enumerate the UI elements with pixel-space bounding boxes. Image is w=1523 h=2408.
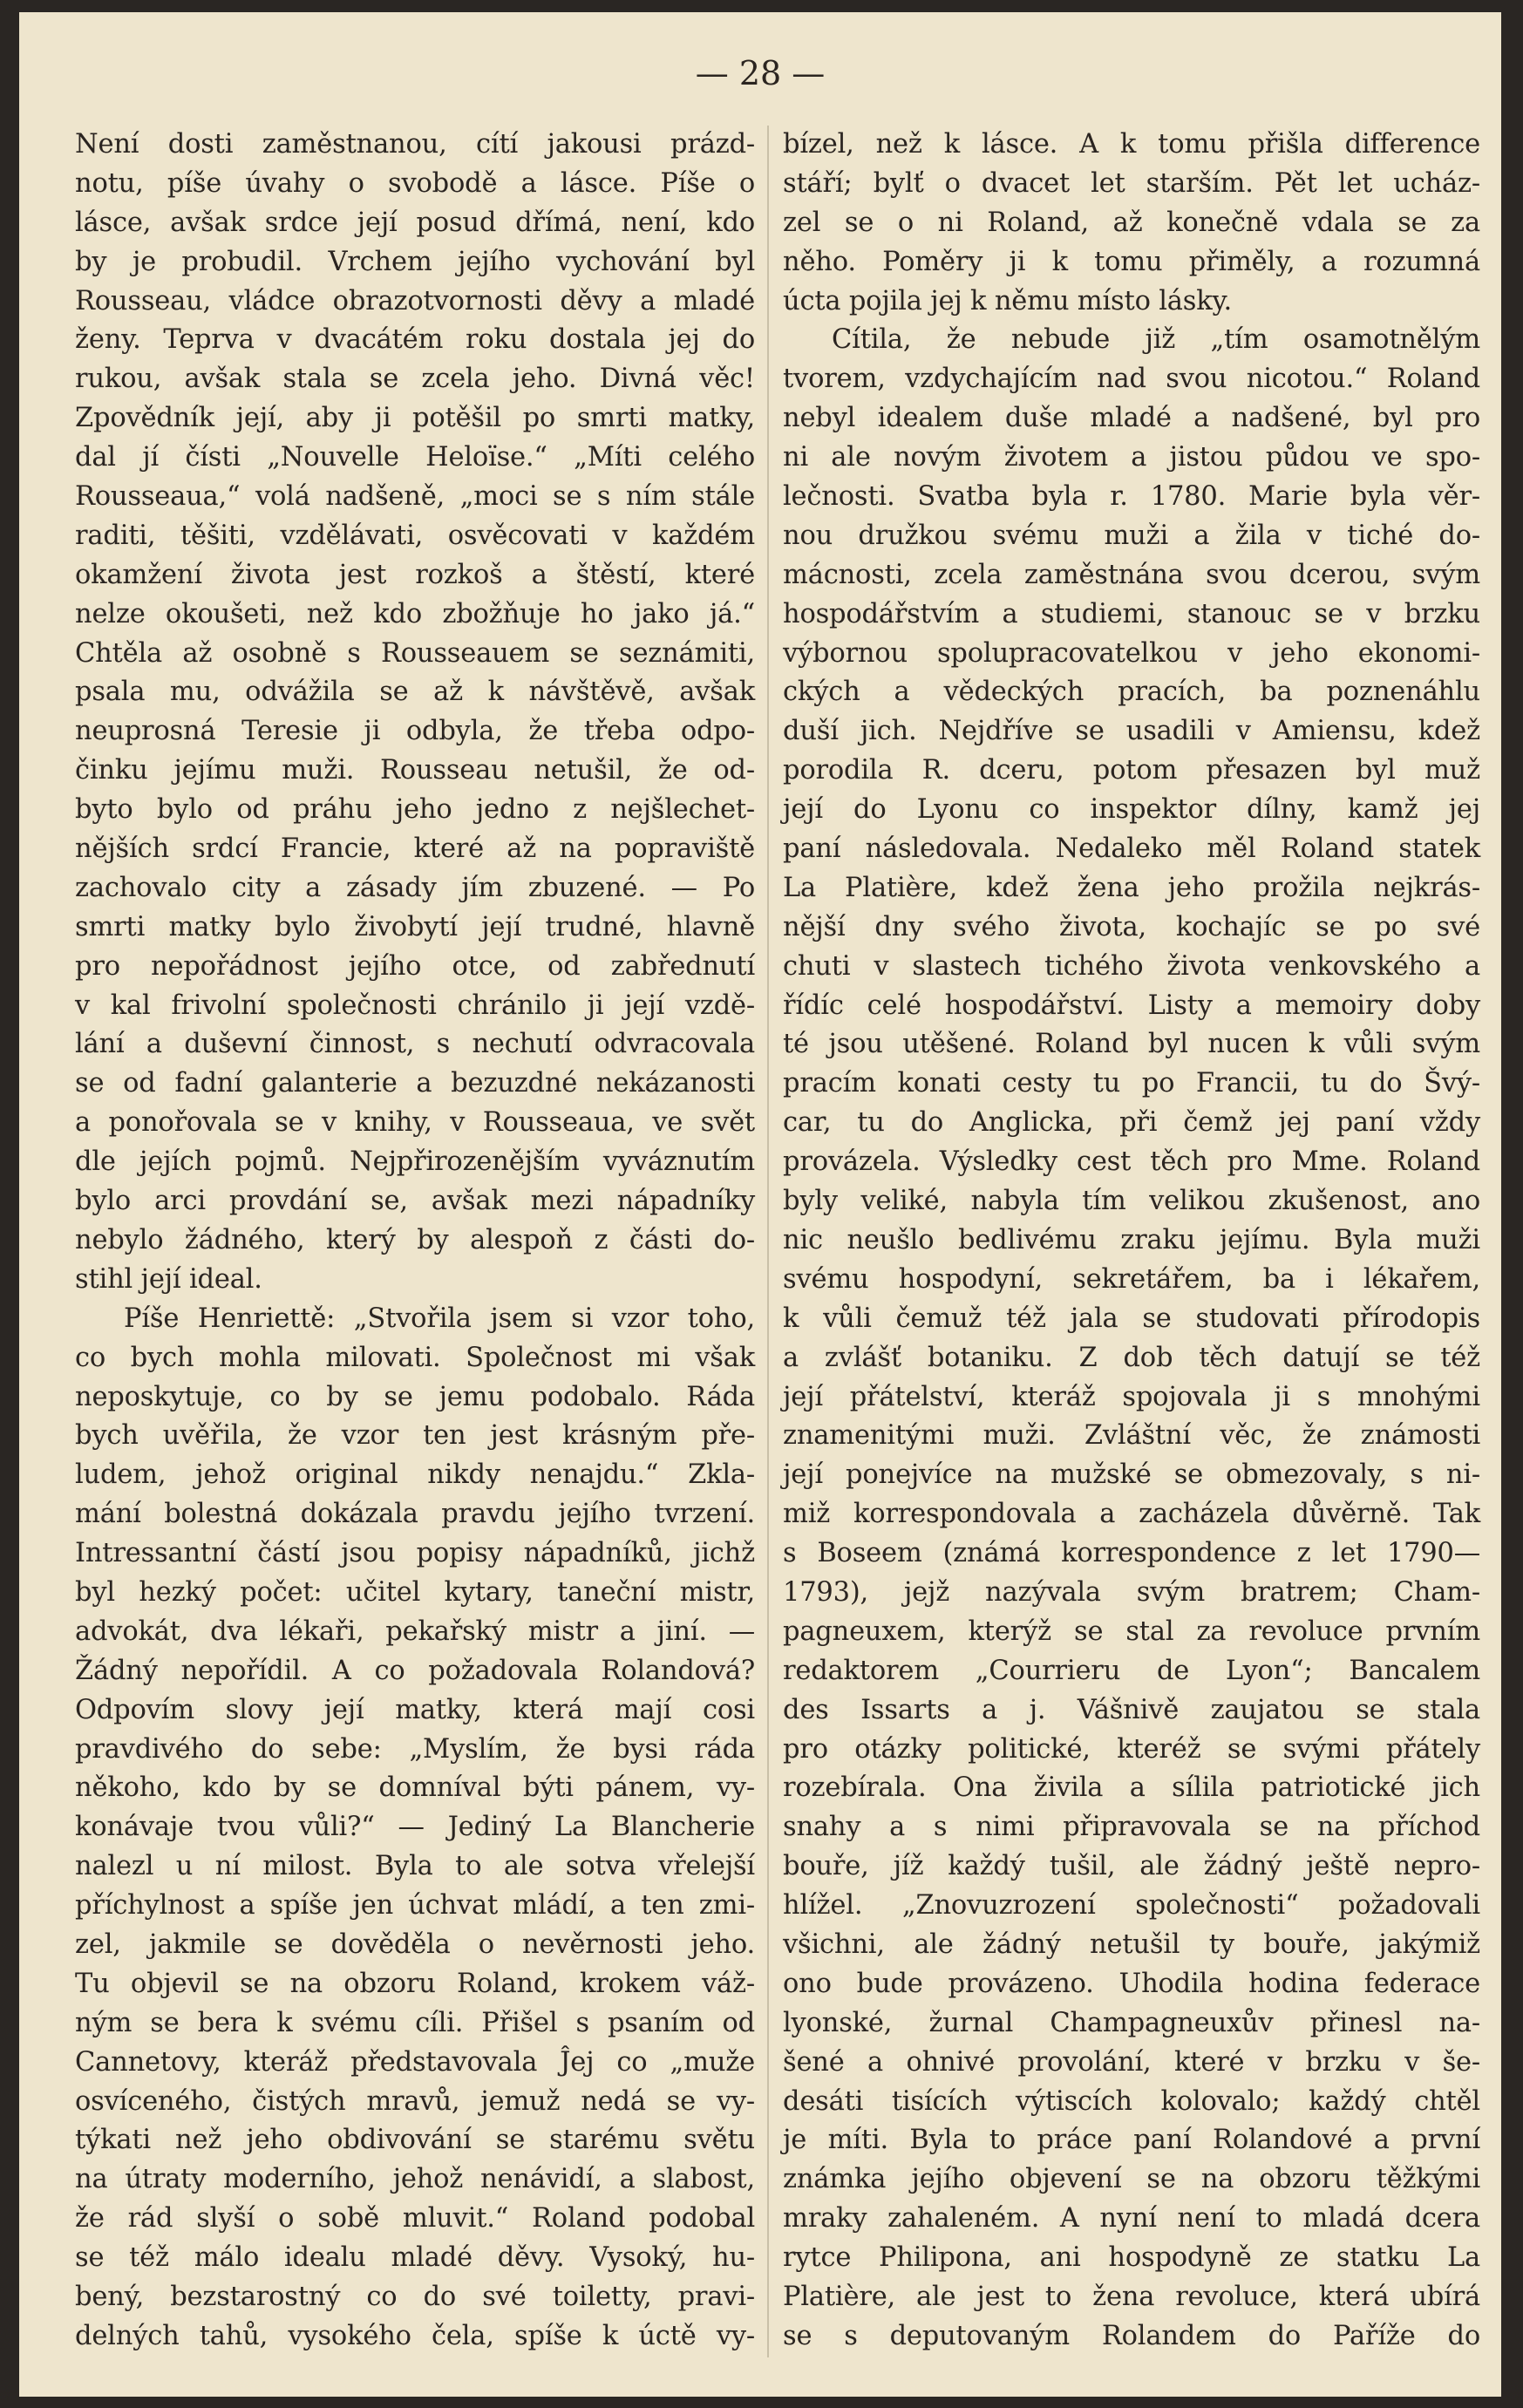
text-line: Rousseaua,“ volá nadšeně, „moci se s ním stále	[75, 481, 755, 513]
text-line: s Boseem (známá korrespondence z let 1790—	[783, 1538, 1480, 1569]
text-line: desáti tisících výtiscích kolovalo; každý chtěl	[783, 2085, 1480, 2117]
text-line: 1793), jejž nazývala svým bratrem; Cham-	[783, 1576, 1480, 1608]
text-line: Tu objevil se na obzoru Roland, krokem váž-	[75, 1968, 755, 1999]
text-line: se s deputovaným Rolandem do Paříže do	[783, 2320, 1480, 2351]
text-line: lyonské, žurnal Champagneuxův přinesl na-	[783, 2007, 1480, 2038]
text-line: des Issarts a j. Vášnivě zaujatou se stala	[783, 1694, 1480, 1725]
text-line: bízel, než k lásce. A k tomu přišla difference	[783, 129, 1480, 160]
text-line: smrti matky bylo živobytí její trudné, hlavně	[75, 911, 755, 942]
text-line: stihl její ideal.	[75, 1263, 262, 1295]
text-line: Intressantní částí jsou popisy nápadníků, jichž	[75, 1538, 755, 1569]
text-line: dle jejích pojmů. Nejpřirozenějším vyváznutím	[75, 1146, 755, 1178]
text-line: ludem, jehož original nikdy nenajdu.“ Zkla-	[75, 1459, 755, 1491]
text-line: Žádný nepořídil. A co požadovala Rolandová?	[75, 1655, 755, 1686]
text-line: advokát, dva lékaři, pekařský mistr a jiní. —	[75, 1616, 755, 1647]
text-line: duší jich. Nejdříve se usadili v Amiensu, kdež	[783, 716, 1480, 747]
text-line: její přátelství, kteráž spojovala ji s mnohými	[783, 1381, 1480, 1412]
text-line: že rád slyší o sobě mluvit.“ Roland podobal	[75, 2203, 755, 2235]
text-line: Rousseau, vládce obrazotvornosti děvy a mladé	[75, 285, 755, 316]
text-line: Zpovědník její, aby ji potěšil po smrti matky,	[75, 403, 755, 434]
text-line: nebyl idealem duše mladé a nadšené, byl pro	[783, 403, 1480, 434]
text-line: car, tu do Anglicka, při čemž jej paní vždy	[783, 1107, 1480, 1139]
text-line: Není dosti zaměstnanou, cítí jakousi prázd-	[75, 129, 755, 160]
text-line: nic neušlo bedlivému zraku jejímu. Byla muži	[783, 1224, 1480, 1255]
text-line: Cítila, že nebude již „tím osamotnělým	[832, 324, 1480, 356]
text-line: rukou, avšak stala se zcela jeho. Divná věc!	[75, 364, 755, 395]
text-line: neposkytuje, co by se jemu podobalo. Ráda	[75, 1381, 755, 1412]
text-line: lásce, avšak srdce její posud dřímá, není, kdo	[75, 207, 755, 238]
text-line: někoho, kdo by se domníval býti pánem, vy-	[75, 1772, 755, 1804]
text-line: se od fadní galanterie a bezuzdné nekázanosti	[75, 1068, 755, 1099]
text-line: porodila R. dceru, potom přesazen byl muž	[783, 755, 1480, 786]
text-line: redaktorem „Courrieru de Lyon“; Bancalem	[783, 1655, 1480, 1686]
text-line: její ponejvíce na mužské se obmezovaly, s ni-	[783, 1459, 1480, 1491]
text-line: a zvlášť botaniku. Z dob těch datují se též	[783, 1342, 1480, 1373]
text-line: ni ale novým životem a jistou půdou ve spo-	[783, 442, 1480, 473]
text-line: úcta pojila jej k němu místo lásky.	[783, 285, 1232, 316]
text-line: osvíceného, čistých mravů, jemuž nedá se vy-	[75, 2085, 755, 2117]
text-line: Chtěla až osobně s Rousseauem se seznámiti,	[75, 637, 755, 669]
text-line: a ponořovala se v knihy, v Rousseaua, ve svět	[75, 1107, 755, 1139]
text-line: řídíc celé hospodářství. Listy a memoiry doby	[783, 990, 1480, 1021]
text-line: lečnosti. Svatba byla r. 1780. Marie byla věr-	[783, 481, 1480, 513]
text-line: bouře, jíž každý tušil, ale žádný ještě nepro-	[783, 1851, 1480, 1882]
text-line: příchylnost a spíše jen úchvat mládí, a ten zmi-	[75, 1890, 755, 1922]
text-line: byly veliké, nabyla tím velikou zkušenost, ano	[783, 1186, 1480, 1217]
text-line: na útraty moderního, jehož nenávidí, a slabost,	[75, 2164, 755, 2195]
text-line: nebylo žádného, který by alespoň z části do-	[75, 1224, 755, 1255]
text-line: raditi, těšiti, vzdělávati, osvěcovati v každém	[75, 520, 755, 551]
text-line: mraky zahaleném. A nyní není to mladá dcera	[783, 2203, 1480, 2235]
text-line: rytce Philipona, ani hospodyně ze statku La	[783, 2242, 1480, 2274]
text-line: nalezl u ní milost. Byla to ale sotva vřelejší	[75, 1851, 755, 1882]
text-line: hlížel. „Znovuzrození společnosti“ požadovali	[783, 1890, 1480, 1922]
text-line: byto bylo od práhu jeho jedno z nejšlechet-	[75, 794, 755, 826]
text-line: ckých a vědeckých pracích, ba poznenáhlu	[783, 677, 1480, 708]
text-line: stáří; bylť o dvacet let starším. Pět let ucház-	[783, 167, 1480, 199]
text-line: nější dny svého života, kochajíc se po své	[783, 911, 1480, 942]
text-line: zel se o ni Roland, až konečně vdala se za	[783, 207, 1480, 238]
text-line: neuprosná Teresie ji odbyla, že třeba odpo-	[75, 716, 755, 747]
text-line: svému hospodyní, sekretářem, ba i lékařem,	[783, 1263, 1480, 1295]
text-line: známka jejího objevení se na obzoru těžkými	[783, 2164, 1480, 2195]
left-text-column	[75, 126, 755, 2357]
column-divider	[767, 126, 769, 2357]
text-line: bylo arci provdání se, avšak mezi nápadníky	[75, 1186, 755, 1217]
text-line: něho. Poměry ji k tomu přiměly, a rozumná	[783, 246, 1480, 277]
text-line: ženy. Teprva v dvacátém roku dostala jej do	[75, 324, 755, 356]
text-line: psala mu, odvážila se až k návštěvě, avšak	[75, 677, 755, 708]
text-line: nějších srdcí Francie, které až na popraviště	[75, 833, 755, 865]
text-line: všichni, ale žádný netušil ty bouře, jakýmiž	[783, 1928, 1480, 1960]
text-line: nou družkou svému muži a žila v tiché do-	[783, 520, 1480, 551]
page-number: — 28 —	[695, 54, 826, 92]
text-line: konávaje tvou vůli?“ — Jediný La Blancherie	[75, 1812, 755, 1843]
text-line: snahy a s nimi připravovala se na příchod	[783, 1812, 1480, 1843]
text-line: je míti. Byla to práce paní Rolandové a první	[783, 2125, 1480, 2156]
text-line: pracím konati cesty tu po Francii, tu do Švý-	[783, 1068, 1480, 1099]
text-line: mácnosti, zcela zaměstnána svou dcerou, svým	[783, 559, 1480, 590]
text-line: ono bude provázeno. Uhodila hodina federace	[783, 1968, 1480, 1999]
text-line: okamžení života jest rozkoš a štěstí, které	[75, 559, 755, 590]
right-text-column	[783, 126, 1480, 2357]
text-line: Platière, ale jest to žena revoluce, která ubírá	[783, 2281, 1480, 2312]
text-line: Cannetovy, kteráž představovala Ĵej co „muže	[75, 2046, 755, 2078]
text-line: lání a duševní činnost, s nechutí odvracovala	[75, 1029, 755, 1060]
text-line: výbornou spolupracovatelkou v jeho ekonomi-	[783, 637, 1480, 669]
text-line: bych uvěřila, že vzor ten jest krásným pře-	[75, 1420, 755, 1452]
text-line: Odpovím slovy její matky, která mají cosi	[75, 1694, 755, 1725]
text-line: znamenitými muži. Zvláštní věc, že známosti	[783, 1420, 1480, 1452]
text-line: by je probudil. Vrchem jejího vychování byl	[75, 246, 755, 277]
text-line: šené a ohnivé provolání, které v brzku v še-	[783, 2046, 1480, 2078]
text-line: chuti v slastech tichého života venkovského a	[783, 950, 1480, 982]
text-line: notu, píše úvahy o svobodě a lásce. Píše o	[75, 167, 755, 199]
text-line: k vůli čemuž též jala se studovati přírodopis	[783, 1303, 1480, 1334]
text-line: činku jejímu muži. Rousseau netušil, že od-	[75, 755, 755, 786]
text-line: v kal frivolní společnosti chránilo ji její vzdě-	[75, 990, 755, 1021]
text-line: mání bolestná dokázala pravdu jejího tvrzení.	[75, 1499, 755, 1530]
text-line: byl hezký počet: učitel kytary, taneční mistr,	[75, 1576, 755, 1608]
text-line: její do Lyonu co inspektor dílny, kamž jej	[783, 794, 1480, 826]
text-line: paní následovala. Nedaleko měl Roland statek	[783, 833, 1480, 865]
document-page	[19, 12, 1501, 2397]
text-line: tvorem, vzdychajícím nad svou nicotou.“ Roland	[783, 364, 1480, 395]
text-line: rozebírala. Ona živila a sílila patriotické jich	[783, 1772, 1480, 1804]
text-line: se též málo idealu mladé děvy. Vysoký, hu-	[75, 2242, 755, 2274]
text-line: Píše Henriettě: „Stvořila jsem si vzor toho,	[124, 1303, 755, 1334]
text-line: nelze okoušeti, než kdo zbožňuje ho jako já.“	[75, 598, 755, 629]
text-line: hospodářstvím a studiemi, stanouc se v brzku	[783, 598, 1480, 629]
text-line: pro otázky politické, kteréž se svými přátely	[783, 1733, 1480, 1765]
text-line: pravdivého do sebe: „Myslím, že bysi ráda	[75, 1733, 755, 1765]
text-line: dal jí čísti „Nouvelle Heloïse.“ „Míti celého	[75, 442, 755, 473]
text-line: delných tahů, vysokého čela, spíše k úctě vy-	[75, 2320, 755, 2351]
text-line: zachovalo city a zásady jím zbuzené. — Po	[75, 872, 755, 903]
text-line: La Platière, kdež žena jeho prožila nejkrás-	[783, 872, 1480, 903]
text-line: zel, jakmile se dověděla o nevěrnosti jeho.	[75, 1928, 755, 1960]
text-line: bený, bezstarostný co do své toiletty, pravi-	[75, 2281, 755, 2312]
text-line: ným se bera k svému cíli. Přišel s psaním od	[75, 2007, 755, 2038]
text-line: pro nepořádnost jejího otce, od zabřednutí	[75, 950, 755, 982]
text-line: provázela. Výsledky cest těch pro Mme. Roland	[783, 1146, 1480, 1178]
text-line: miž korrespondovala a zacházela důvěrně. Tak	[783, 1499, 1480, 1530]
text-line: týkati než jeho obdivování se starému světu	[75, 2125, 755, 2156]
text-line: pagneuxem, kterýž se stal za revoluce prvním	[783, 1616, 1480, 1647]
text-line: té jsou utěšené. Roland byl nucen k vůli svým	[783, 1029, 1480, 1060]
text-line: co bych mohla milovati. Společnost mi však	[75, 1342, 755, 1373]
